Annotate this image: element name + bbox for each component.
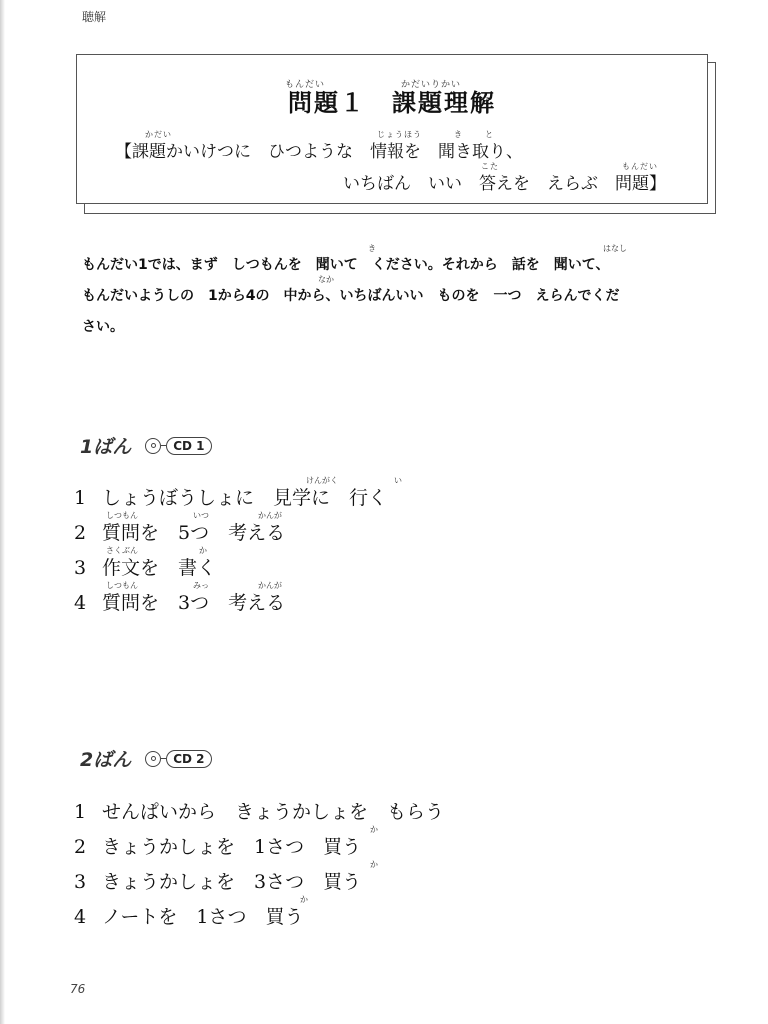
sub-ruby-to: と xyxy=(485,130,494,139)
choice-number: 2 xyxy=(74,522,87,544)
q1-choice-4 xyxy=(74,588,285,615)
choice-number: 4 xyxy=(74,906,87,928)
q1-c1-ruby-2: い xyxy=(394,476,402,485)
choice-text: 質問を 5つ 考える xyxy=(102,522,286,544)
question-2-label: 2ばん xyxy=(80,749,132,771)
choice-number: 1 xyxy=(74,487,87,509)
choice-text: きょうかしょを 1さつ 買う xyxy=(102,836,362,858)
q1-choice-1 xyxy=(74,483,387,510)
choice-text: ノートを 1さつ 買う xyxy=(102,906,304,928)
cd-track-badge: CD 1 xyxy=(166,437,211,455)
q1-c2-ruby-1: しつもん xyxy=(106,511,138,520)
title-ruby-kadairikai: かだいりかい xyxy=(401,80,462,90)
section-label: 聴解 xyxy=(82,10,107,24)
cd-track-badge: CD 2 xyxy=(166,750,211,768)
instr-ruby-naka: なか xyxy=(318,275,334,284)
choice-text: しょうぼうしょに 見学に 行く xyxy=(102,487,388,509)
instructions-line-2: もんだいようしの 1から4の 中から、いちばんいい ものを 一つ えらんでくだ xyxy=(82,288,620,304)
subtitle-line-1: 【課題かいけつに ひつような 情報を 聞き取り、 xyxy=(115,142,523,162)
question-1-cd-marker[interactable] xyxy=(145,437,211,455)
cd-disc-icon xyxy=(145,751,161,767)
q2-choice-1 xyxy=(74,797,444,824)
q2-c2-ruby-1: か xyxy=(370,825,378,834)
choice-text: きょうかしょを 3さつ 買う xyxy=(102,871,362,893)
instr-ruby-hanashi: はなし xyxy=(603,244,627,253)
q1-c3-ruby-1: さくぶん xyxy=(106,546,138,555)
title-ruby-mondai: もんだい xyxy=(285,80,326,90)
instructions xyxy=(82,250,722,343)
instr-ruby-ki: き xyxy=(368,244,376,253)
question-1-heading xyxy=(80,432,212,459)
q1-c3-ruby-2: か xyxy=(199,546,207,555)
q2-choice-2 xyxy=(74,832,361,859)
sub-ruby-kadai: かだい xyxy=(145,130,172,139)
choice-number: 3 xyxy=(74,871,87,893)
question-2-heading xyxy=(80,745,212,772)
instructions-line-3: さい。 xyxy=(82,319,124,335)
header-box xyxy=(76,54,708,204)
choice-text: 作文を 書く xyxy=(102,557,217,579)
sub-ruby-mondai: もんだい xyxy=(622,162,658,171)
q1-choice-2 xyxy=(74,518,285,545)
q1-c4-ruby-1: しつもん xyxy=(106,581,138,590)
subtitle-line-2: いちばん いい 答えを えらぶ 問題】 xyxy=(343,174,666,194)
sub-ruby-jouhou: じょうほう xyxy=(377,130,422,139)
q1-c4-ruby-3: かんが xyxy=(258,581,282,590)
q1-choice-3 xyxy=(74,553,216,580)
q1-c4-ruby-2: みっ xyxy=(193,581,209,590)
question-1-label: 1ばん xyxy=(80,436,132,458)
choice-text: せんぱいから きょうかしょを もらう xyxy=(102,801,445,823)
choice-number: 2 xyxy=(74,836,87,858)
q2-choice-3 xyxy=(74,867,361,894)
q2-c4-ruby-1: か xyxy=(300,895,308,904)
q1-c2-ruby-2: いつ xyxy=(193,511,209,520)
q2-choice-4 xyxy=(74,902,304,929)
sub-ruby-kota: こた xyxy=(481,162,499,171)
sub-ruby-ki: き xyxy=(454,130,463,139)
choice-number: 1 xyxy=(74,801,87,823)
instructions-line-1: もんだい1では、まず しつもんを 聞いて ください。それから 話を 聞いて、 xyxy=(82,257,610,273)
page-title: 問題１ 課題理解 xyxy=(288,89,496,117)
choice-text: 質問を 3つ 考える xyxy=(102,592,286,614)
q2-c3-ruby-1: か xyxy=(370,860,378,869)
page-edge-shadow xyxy=(0,0,5,1024)
question-2-cd-marker[interactable] xyxy=(145,750,211,768)
q1-c2-ruby-3: かんが xyxy=(258,511,282,520)
choice-number: 3 xyxy=(74,557,87,579)
choice-number: 4 xyxy=(74,592,87,614)
cd-disc-icon xyxy=(145,438,161,454)
q1-c1-ruby-1: けんがく xyxy=(306,476,338,485)
page-number: 76 xyxy=(70,982,86,996)
